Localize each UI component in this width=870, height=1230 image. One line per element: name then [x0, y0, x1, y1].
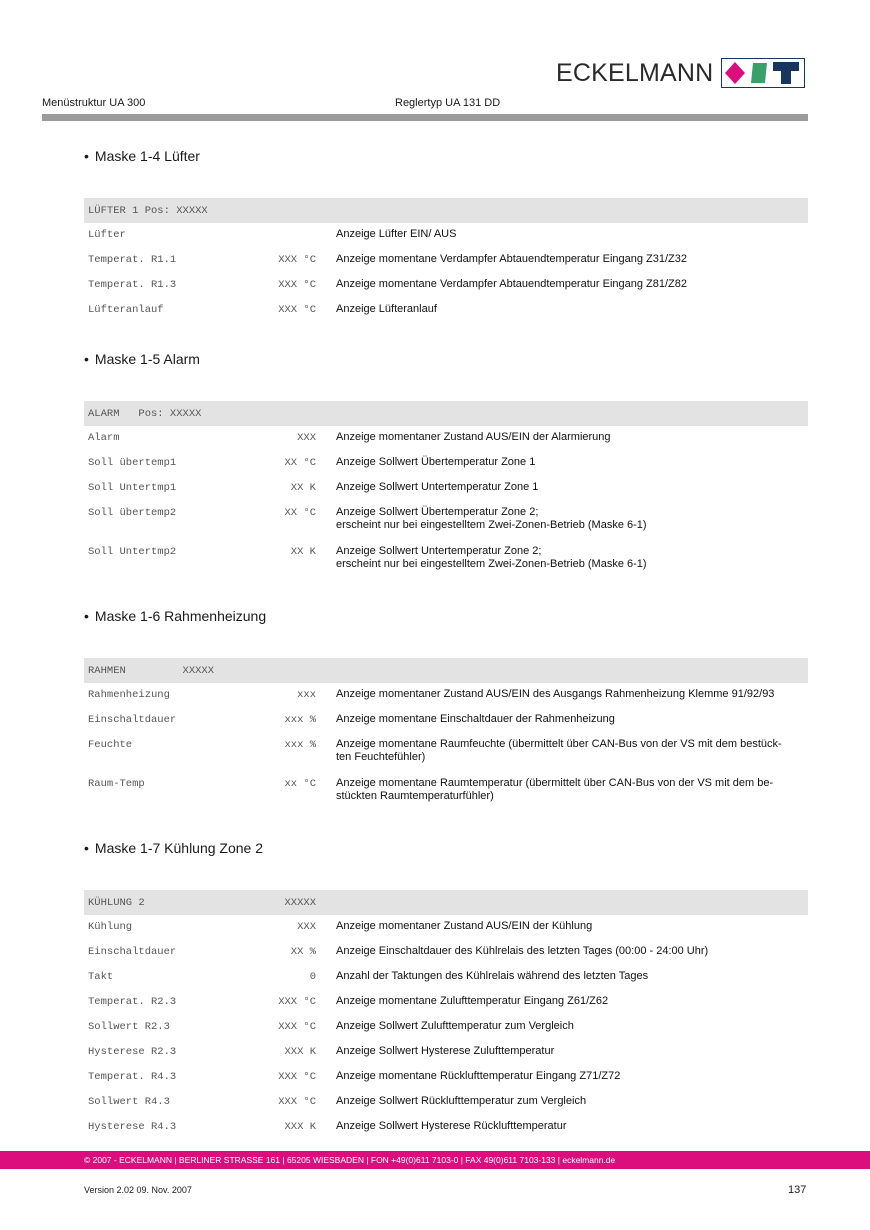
table-row [84, 683, 808, 708]
row-description [336, 777, 806, 803]
row-description-line1: Anzeige Sollwert Übertemperatur Zone 2; [336, 506, 539, 518]
table-row [84, 708, 808, 733]
row-description: Anzeige momentaner Zustand AUS/EIN der Alarmierung [336, 431, 611, 443]
row-label: Temperat. R1.1 [88, 254, 177, 266]
row-description: Anzeige momentane Zulufttemperatur Eingang Z61/Z62 [336, 995, 609, 1007]
menu-table [84, 401, 808, 579]
section-title-text: Maske 1-5 Alarm [94, 351, 200, 367]
row-label: Kühlung [88, 921, 133, 933]
logo-text: ECKELMANN [556, 58, 714, 87]
row-label: Soll übertemp1 [88, 457, 177, 469]
row-description: Anzeige momentane Verdampfer Abtauendtemperatur Eingang Z31/Z32 [336, 253, 688, 265]
row-description: Anzeige Einschaltdauer des Kühlrelais des letzten Tages (00:00 - 24:00 Uhr) [336, 945, 709, 957]
row-value: XX °C [284, 457, 316, 469]
row-description-line1: Anzeige momentane Raumtemperatur (übermittelt über CAN-Bus von der VS mit dem be- [336, 777, 774, 789]
row-value: XXX [297, 921, 316, 933]
row-description: Anzeige Sollwert Übertemperatur Zone 1 [336, 456, 536, 468]
row-value: XXX °C [278, 304, 316, 316]
table-row [84, 990, 808, 1015]
row-description: Anzeige Sollwert Hysterese Zulufttemperatur [336, 1045, 555, 1057]
table-row [84, 1090, 808, 1115]
table-row [84, 733, 808, 772]
row-value: XX % [290, 946, 316, 958]
row-label: Feuchte [88, 739, 133, 751]
row-description [336, 506, 806, 532]
table-row [84, 965, 808, 990]
row-label: Temperat. R2.3 [88, 996, 177, 1008]
menu-table [84, 198, 808, 323]
row-label: Temperat. R1.3 [88, 279, 177, 291]
row-description-line2: erscheint nur bei eingestelltem Zwei-Zonen-Betrieb (Maske 6-1) [336, 519, 647, 531]
table-header [84, 401, 808, 426]
row-description: Anzeige Lüfter EIN/ AUS [336, 228, 457, 240]
menu-table [84, 890, 808, 1140]
row-value: XX K [290, 546, 316, 558]
row-label: Raum-Temp [88, 778, 145, 790]
table-row [84, 501, 808, 540]
row-description-line1: Anzeige momentane Raumfeuchte (übermittelt über CAN-Bus von der VS mit dem bestück- [336, 738, 782, 750]
header-left: LÜFTER 1 Pos: XXXXX [88, 205, 208, 217]
row-label: Soll Untertmp2 [88, 546, 177, 558]
row-description-line2: erscheint nur bei eingestelltem Zwei-Zonen-Betrieb (Maske 6-1) [336, 558, 647, 570]
table-row [84, 540, 808, 579]
header-divider-bar [42, 114, 808, 121]
row-description-line2: ten Feuchtefühler) [336, 751, 426, 763]
row-label: Hysterese R2.3 [88, 1046, 177, 1058]
row-value: xx °C [284, 778, 316, 790]
footer-contact-text: © 2007 - ECKELMANN | BERLINER STRASSE 161 | 65205 WIESBADEN | FON +49(0)611 7103-0 | FAX 49(0)611 7103-133 | eckelmann.de [84, 1155, 616, 1165]
table-row [84, 273, 808, 298]
row-value: XXX °C [278, 1096, 316, 1108]
table-row [84, 772, 808, 811]
table-row [84, 915, 808, 940]
row-label: Lüfteranlauf [88, 304, 164, 316]
row-value: XX °C [284, 507, 316, 519]
table-header [84, 890, 808, 915]
row-value: 0 [309, 971, 316, 983]
table-header [84, 658, 808, 683]
row-value: xxx % [284, 714, 316, 726]
logo-squares-icon [721, 58, 805, 88]
row-value: xxx [297, 689, 316, 701]
header-left: KÜHLUNG 2 [88, 897, 145, 909]
table-row [84, 451, 808, 476]
row-description: Anzeige Sollwert Rücklufttemperatur zum Vergleich [336, 1095, 587, 1107]
section-title-text: Maske 1-4 Lüfter [94, 148, 200, 164]
table-row [84, 298, 808, 323]
version-date: Version 2.02 09. Nov. 2007 [84, 1185, 192, 1195]
row-label: Takt [88, 971, 114, 983]
row-label: Rahmenheizung [88, 689, 170, 701]
row-value: XXX °C [278, 1071, 316, 1083]
row-description: Anzeige Sollwert Hysterese Rücklufttemperatur [336, 1120, 567, 1132]
table-row [84, 426, 808, 451]
row-label: Lüfter [88, 229, 126, 241]
table-row [84, 1040, 808, 1065]
row-value: XXX [297, 432, 316, 444]
row-description: Anzeige momentane Rücklufttemperatur Eingang Z71/Z72 [336, 1070, 621, 1082]
table-row [84, 1115, 808, 1140]
row-value: XXX °C [278, 279, 316, 291]
page-number: 137 [788, 1184, 807, 1196]
row-description [336, 545, 806, 571]
row-description: Anzeige momentane Verdampfer Abtauendtemperatur Eingang Z81/Z82 [336, 278, 688, 290]
footer-bar [0, 1151, 870, 1169]
row-value: XX K [290, 482, 316, 494]
row-description [336, 738, 806, 764]
table-row [84, 248, 808, 273]
header-doc-title: Menüstruktur UA 300 [42, 97, 146, 109]
section-title-text: Maske 1-6 Rahmenheizung [94, 608, 267, 624]
row-value: XXX °C [278, 996, 316, 1008]
row-label: Einschaltdauer [88, 714, 177, 726]
row-description: Anzeige Lüfteranlauf [336, 303, 437, 315]
menu-table [84, 658, 808, 811]
row-description-line2: stückten Raumtemperaturfühler) [336, 790, 494, 802]
row-label: Sollwert R2.3 [88, 1021, 170, 1033]
row-value: XXX °C [278, 1021, 316, 1033]
table-row [84, 223, 808, 248]
row-description: Anzahl der Taktungen des Kühlrelais während des letzten Tages [336, 970, 649, 982]
row-label: Soll Untertmp1 [88, 482, 177, 494]
table-row [84, 1065, 808, 1090]
header-left: RAHMEN XXXXX [88, 665, 215, 677]
row-description-line1: Anzeige Sollwert Untertemperatur Zone 2; [336, 545, 542, 557]
row-description: Anzeige Sollwert Zulufttemperatur zum Vergleich [336, 1020, 574, 1032]
table-row [84, 476, 808, 501]
table-header [84, 198, 808, 223]
row-description: Anzeige momentaner Zustand AUS/EIN der Kühlung [336, 920, 593, 932]
row-label: Einschaltdauer [88, 946, 177, 958]
row-description: Anzeige Sollwert Untertemperatur Zone 1 [336, 481, 539, 493]
row-value: XXX °C [278, 254, 316, 266]
row-label: Sollwert R4.3 [88, 1096, 170, 1108]
section-title-text: Maske 1-7 Kühlung Zone 2 [94, 840, 264, 856]
table-row [84, 1015, 808, 1040]
header-right: XXXXX [284, 897, 316, 909]
row-label: Alarm [88, 432, 120, 444]
row-label: Temperat. R4.3 [88, 1071, 177, 1083]
header-left: ALARM Pos: XXXXX [88, 408, 202, 420]
row-description: Anzeige momentane Einschaltdauer der Rahmenheizung [336, 713, 615, 725]
row-value: XXX K [284, 1121, 316, 1133]
row-value: XXX K [284, 1046, 316, 1058]
row-label: Soll übertemp2 [88, 507, 177, 519]
row-value: xxx % [284, 739, 316, 751]
header-controller-type: Reglertyp UA 131 DD [395, 97, 501, 109]
row-label: Hysterese R4.3 [88, 1121, 177, 1133]
table-row [84, 940, 808, 965]
company-logo [556, 56, 805, 90]
row-description: Anzeige momentaner Zustand AUS/EIN des Ausgangs Rahmenheizung Klemme 91/92/93 [336, 688, 775, 700]
